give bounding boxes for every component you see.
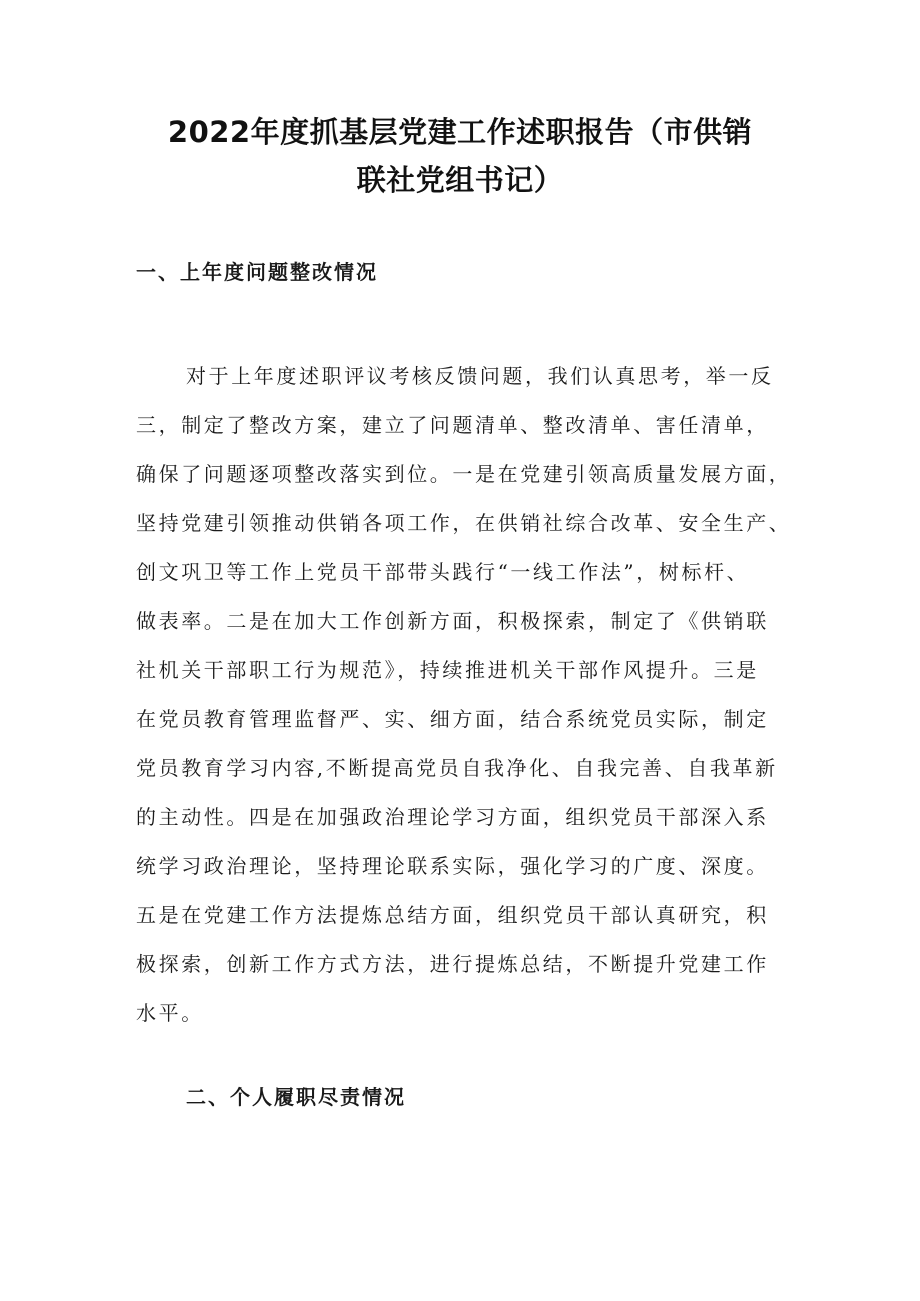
paragraph-1 — [136, 352, 792, 1038]
paragraph-line: 三，制定了整改方案，建立了问题清单、整改清单、害任清单， — [136, 413, 769, 437]
paragraph-line: 在党员教育管理监督严、实、细方面，结合系统党员实际，制定 — [136, 707, 769, 731]
paragraph-line: 统学习政治理论，坚持理论联系实际，强化学习的广度、深度。 — [136, 854, 769, 878]
section-heading-2: 二、个人履职尽责情况 — [186, 1085, 406, 1109]
paragraph-line: 创文巩卫等工作上党员干部带头践行“一线工作法”，树标杆、 — [136, 560, 750, 584]
paragraph-line: 极探索，创新工作方式方法，进行提炼总结，不断提升党建工作 — [136, 952, 769, 976]
paragraph-line: 五是在党建工作方法提炼总结方面，组织党员干部认真研究，积 — [136, 903, 769, 927]
paragraph-line: 党员教育学习内容,不断提高党员自我净化、自我完善、自我革新 — [136, 756, 778, 780]
document-title-line-1: 2022年度抓基层党建工作述职报告（市供销 — [167, 115, 753, 149]
paragraph-line: 水平。 — [136, 1001, 204, 1025]
document-title-line-2: 联社党组书记） — [356, 163, 564, 197]
paragraph-line: 坚持党建引领推动供销各项工作，在供销社综合改革、安全生产、 — [136, 511, 792, 535]
paragraph-line: 确保了问题逐项整改落实到位。一是在党建引领高质量发展方面， — [136, 462, 792, 486]
paragraph-line: 社机关干部职工行为规范》，持续推进机关干部作风提升。三是 — [136, 658, 759, 682]
paragraph-line: 的主动性。四是在加强政治理论学习方面，组织党员干部深入系 — [136, 805, 769, 829]
paragraph-line: 做表率。二是在加大工作创新方面，积极探索，制定了《供销联 — [136, 609, 769, 633]
paragraph-line: 对于上年度述职评议考核反馈问题，我们认真思考，举一反 — [186, 364, 774, 388]
section-heading-1: 一、上年度问题整改情况 — [136, 260, 378, 284]
